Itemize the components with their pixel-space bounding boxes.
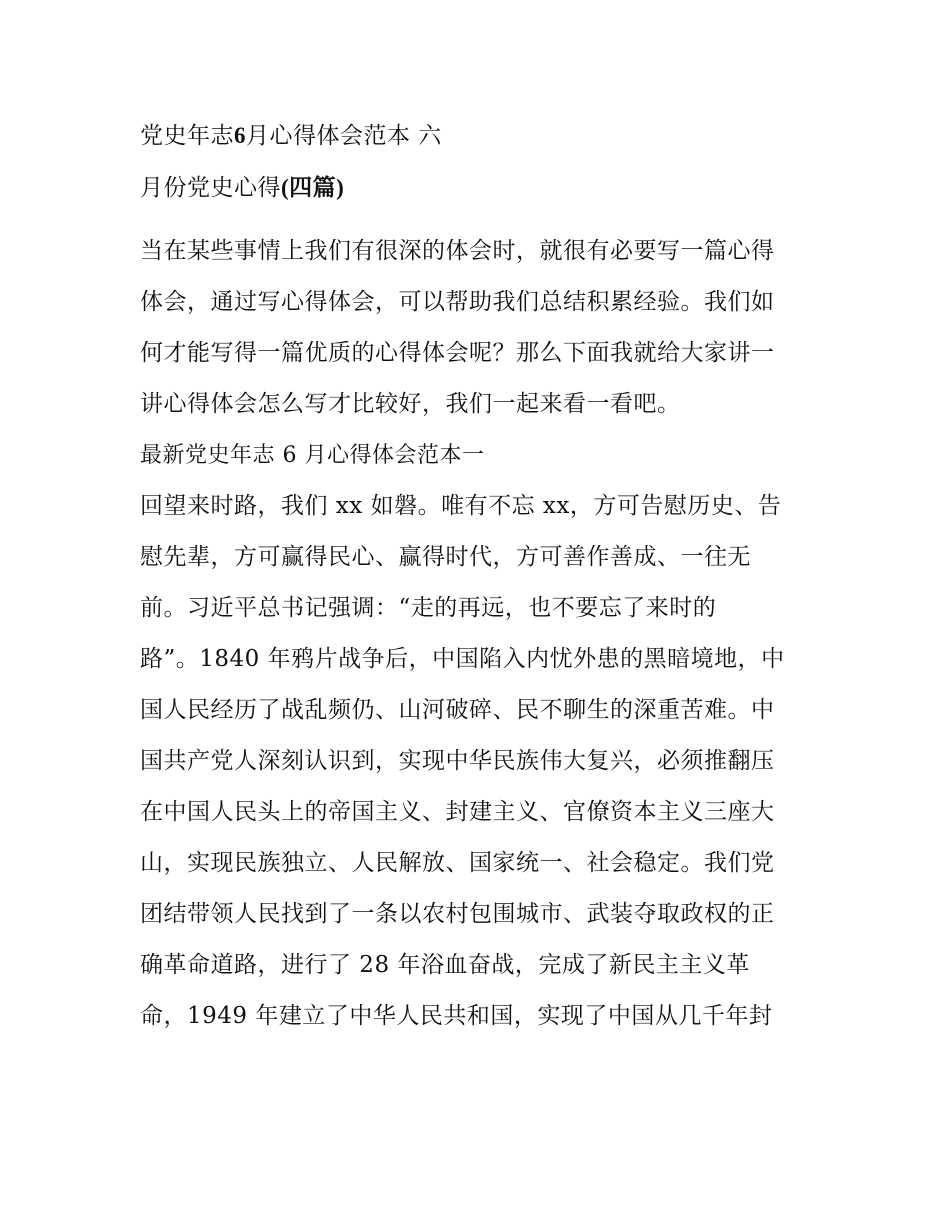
body-line: 命，1949 年建立了中华人民共和国，实现了中国从几千年封 (140, 1003, 773, 1029)
body-line: 确革命道路，进行了 28 年浴血奋战，完成了新民主主义革 (140, 952, 750, 978)
intro-line: 讲心得体会怎么写才比较好，我们一起来看一看吧。 (140, 391, 681, 417)
body-paragraph (140, 481, 812, 1042)
body-line: 前。习近平总书记强调：“走的再远，也不要忘了来时的 (140, 595, 717, 621)
body-line: 团结带领人民找到了一条以农村包围城市、武装夺取政权的正 (140, 901, 775, 927)
body-line: 国共产党人深刻认识到，实现中华民族伟大复兴，必须推翻压 (140, 748, 775, 774)
body-line: 国人民经历了战乱频仍、山河破碎、民不聊生的深重苦难。中 (140, 697, 775, 723)
intro-line: 当在某些事情上我们有很深的体会时，就很有必要写一篇心得 (140, 238, 775, 264)
title-text-1a: 党史年志 (140, 123, 234, 149)
body-line: 慰先辈，方可赢得民心、赢得时代，方可善作善成、一往无 (140, 544, 751, 570)
document-title (140, 110, 812, 214)
title-line-1 (140, 110, 812, 162)
title-paren: (四篇) (281, 175, 345, 200)
document-page (140, 110, 812, 1042)
intro-line: 体会，通过写心得体会，可以帮助我们总结积累经验。我们如 (140, 289, 775, 315)
title-line-2 (140, 162, 812, 214)
title-text-1b: 月心得体会范本 六 (246, 123, 442, 149)
body-line: 回望来时路，我们 xx 如磐。唯有不忘 xx，方可告慰历史、告 (140, 493, 782, 519)
body-line: 在中国人民头上的帝国主义、封建主义、官僚资本主义三座大 (140, 799, 775, 825)
title-text-2a: 月份党史心得 (140, 175, 281, 201)
intro-line: 何才能写得一篇优质的心得体会呢？那么下面我就给大家讲一 (140, 340, 775, 366)
intro-paragraph (140, 226, 812, 430)
section-heading: 最新党史年志 6 月心得体会范本一 (140, 443, 485, 468)
body-line: 山，实现民族独立、人民解放、国家统一、社会稳定。我们党 (140, 850, 775, 876)
title-number: 6 (234, 123, 246, 148)
body-line: 路”。1840 年鸦片战争后，中国陷入内忧外患的黑暗境地，中 (140, 646, 785, 672)
